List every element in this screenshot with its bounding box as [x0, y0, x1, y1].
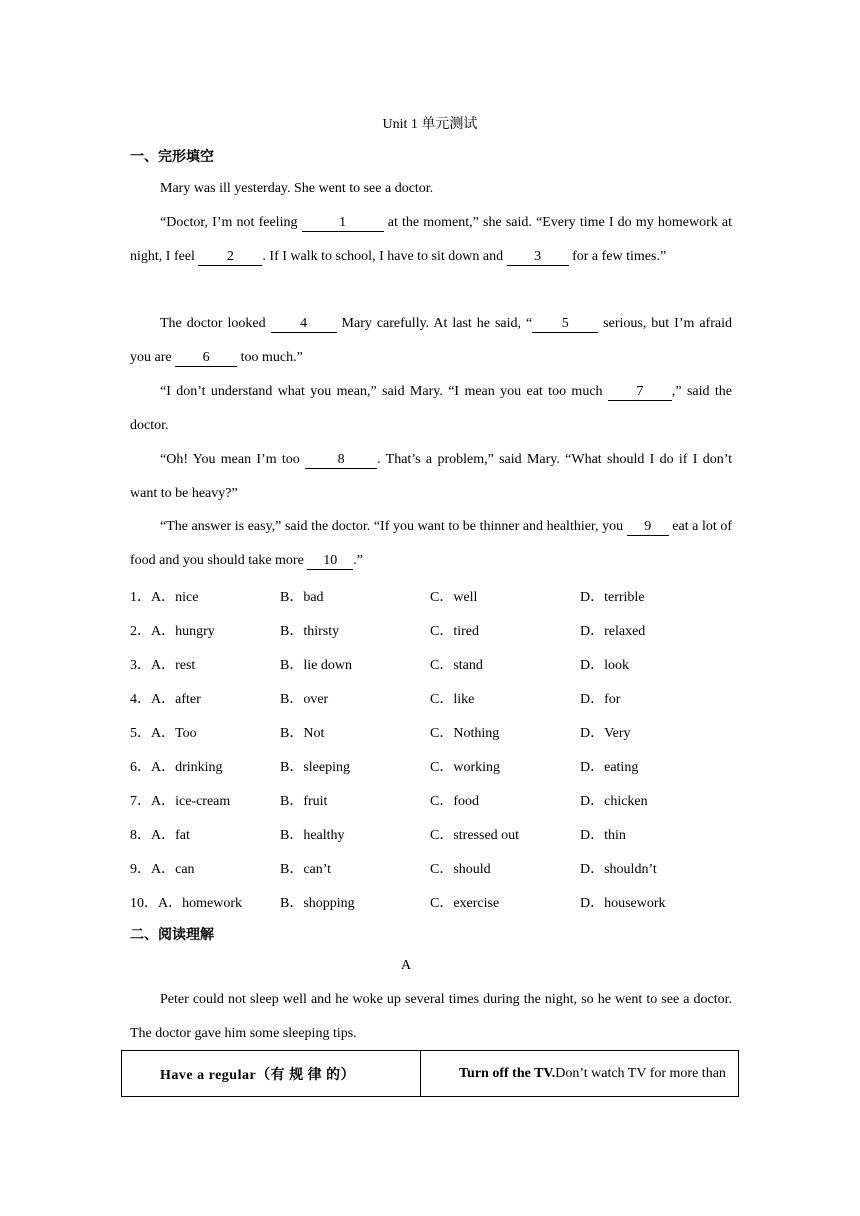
- section-heading-cloze: 一、完形填空: [130, 149, 214, 165]
- cloze-paragraph-3: The doctor looked 4 Mary carefully. At last he said, “ 5 serious, but I’m afraid you are 6 too much.”: [130, 316, 732, 365]
- cloze-paragraph-2: “Doctor, I’m not feeling 1 at the moment,” she said. “Every time I do my homework at night, I feel 2 . If I walk to school, I have to sit down and 3 for a few times.”: [130, 215, 732, 264]
- section-heading-reading: 二、阅读理解: [130, 927, 214, 943]
- cloze-paragraph-4: “I don’t understand what you mean,” said Mary. “I mean you eat too much 7 ,” said the doctor.: [130, 384, 732, 433]
- option-row: 10．A．homework B．shopping C．exercise D．housework: [130, 896, 666, 911]
- cloze-paragraph-5: “Oh! You mean I’m too 8 . That’s a problem,” said Mary. “What should I do if I don’t want to be heavy?”: [130, 452, 732, 501]
- blank-8: 8: [305, 452, 377, 469]
- option-row: 2．A．hungry B．thirsty C．tired D．relaxed: [130, 624, 646, 639]
- option-row: 3．A．rest B．lie down C．stand D．look: [130, 658, 629, 673]
- option-row: 8．A．fat B．healthy C．stressed out D．thin: [130, 828, 626, 843]
- blank-10: 10: [307, 553, 353, 570]
- option-row: 9．A．can B．can’t C．should D．shouldn’t: [130, 862, 657, 877]
- option-row: 4．A．after B．over C．like D．for: [130, 692, 621, 707]
- option-row: 6．A．drinking B．sleeping C．working D．eating: [130, 760, 639, 775]
- blank-3: 3: [507, 249, 569, 266]
- option-row: 5．A．Too B．Not C．Nothing D．Very: [130, 726, 631, 741]
- tips-cell-left: Have a regular（有 规 律 的）: [122, 1051, 421, 1097]
- options-list: [130, 578, 750, 918]
- blank-1: 1: [302, 215, 384, 232]
- blank-7: 7: [608, 384, 672, 401]
- option-row: 7．A．ice-cream B．fruit C．food D．chicken: [130, 794, 648, 809]
- tips-cell-right: Turn off the TV.Don’t watch TV for more than: [421, 1051, 739, 1097]
- blank-6: 6: [175, 350, 237, 367]
- cloze-paragraph-1: Mary was ill yesterday. She went to see a doctor.: [160, 181, 434, 196]
- blank-5: 5: [532, 316, 598, 333]
- passage-label-a: A: [400, 958, 412, 973]
- blank-9: 9: [627, 519, 669, 536]
- blank-2: 2: [198, 249, 262, 266]
- option-row: 1．A．nice B．bad C．well D．terrible: [130, 590, 645, 605]
- sleeping-tips-table: [121, 1050, 739, 1097]
- reading-paragraph-1: Peter could not sleep well and he woke up several times during the night, so he went to see a doctor. The doctor gave him some sleeping tips.: [130, 992, 732, 1041]
- cloze-paragraph-6: “The answer is easy,” said the doctor. “If you want to be thinner and healthier, you 9 eat a lot of food and you should take more 10 .”: [130, 519, 732, 568]
- page-title: Unit 1 单元测试: [382, 117, 478, 132]
- blank-4: 4: [271, 316, 337, 333]
